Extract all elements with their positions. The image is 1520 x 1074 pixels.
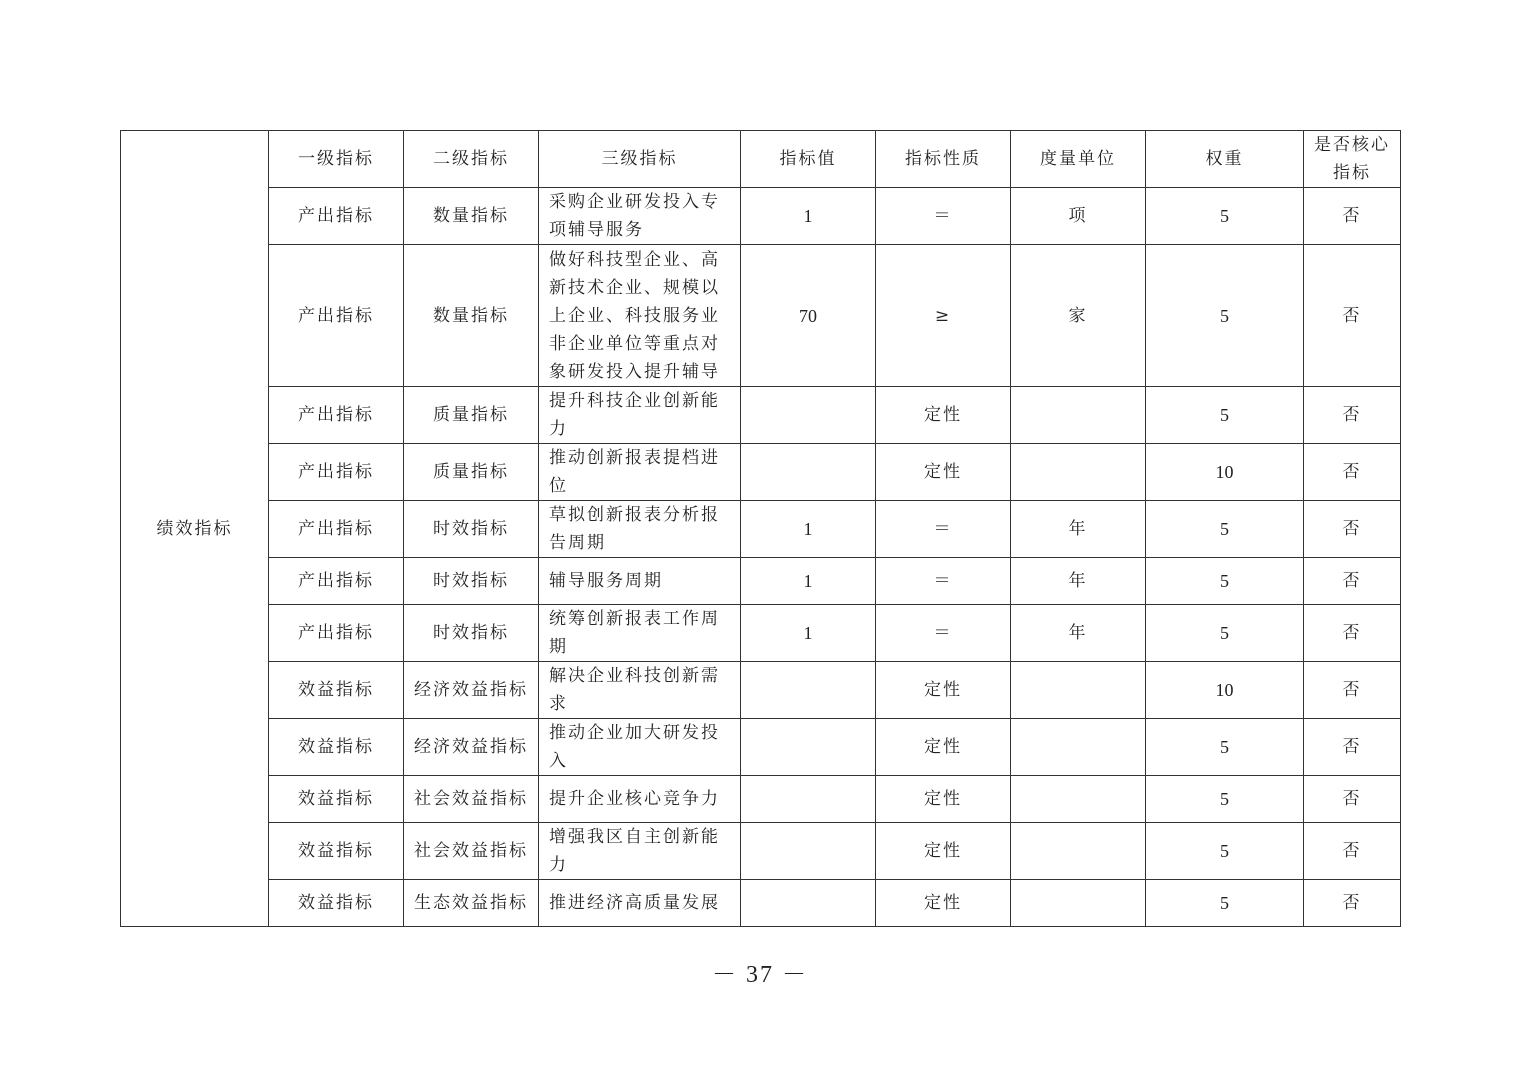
weight-cell: 5 xyxy=(1146,245,1304,387)
header-cell: 是否核心指标 xyxy=(1304,131,1401,188)
table-row xyxy=(121,387,1401,444)
core-cell: 否 xyxy=(1304,444,1401,501)
level1-cell: 效益指标 xyxy=(269,719,404,776)
weight-cell: 5 xyxy=(1146,719,1304,776)
level1-cell: 产出指标 xyxy=(269,188,404,245)
weight-cell: 10 xyxy=(1146,444,1304,501)
table-row xyxy=(121,501,1401,558)
header-cell: 指标性质 xyxy=(876,131,1011,188)
core-cell: 否 xyxy=(1304,605,1401,662)
level3-cell: 提升科技企业创新能力 xyxy=(539,387,741,444)
weight-cell: 5 xyxy=(1146,188,1304,245)
value-cell xyxy=(741,880,876,927)
nature-cell: 定性 xyxy=(876,823,1011,880)
level3-cell: 采购企业研发投入专项辅导服务 xyxy=(539,188,741,245)
unit-cell xyxy=(1011,880,1146,927)
level3-cell: 增强我区自主创新能力 xyxy=(539,823,741,880)
header-cell: 指标值 xyxy=(741,131,876,188)
nature-cell: ＝ xyxy=(876,605,1011,662)
nature-cell: 定性 xyxy=(876,444,1011,501)
level3-cell: 统筹创新报表工作周期 xyxy=(539,605,741,662)
table-row xyxy=(121,823,1401,880)
nature-cell: 定性 xyxy=(876,880,1011,927)
level1-cell: 产出指标 xyxy=(269,245,404,387)
level1-cell: 产出指标 xyxy=(269,605,404,662)
core-cell: 否 xyxy=(1304,823,1401,880)
page-number: － 37 － xyxy=(712,962,808,988)
weight-cell: 5 xyxy=(1146,387,1304,444)
level2-cell: 经济效益指标 xyxy=(404,719,539,776)
unit-cell: 家 xyxy=(1011,245,1146,387)
nature-cell: ＝ xyxy=(876,501,1011,558)
value-cell xyxy=(741,387,876,444)
level3-cell: 解决企业科技创新需求 xyxy=(539,662,741,719)
header-cell: 三级指标 xyxy=(539,131,741,188)
level1-cell: 产出指标 xyxy=(269,558,404,605)
unit-cell: 年 xyxy=(1011,605,1146,662)
table-row xyxy=(121,662,1401,719)
nature-cell: 定性 xyxy=(876,719,1011,776)
level2-cell: 社会效益指标 xyxy=(404,823,539,880)
weight-cell: 5 xyxy=(1146,501,1304,558)
level1-cell: 效益指标 xyxy=(269,823,404,880)
level3-cell: 推动创新报表提档进位 xyxy=(539,444,741,501)
level1-cell: 效益指标 xyxy=(269,662,404,719)
level2-cell: 时效指标 xyxy=(404,605,539,662)
weight-cell: 10 xyxy=(1146,662,1304,719)
level2-cell: 社会效益指标 xyxy=(404,776,539,823)
table-row xyxy=(121,776,1401,823)
core-cell: 否 xyxy=(1304,662,1401,719)
core-cell: 否 xyxy=(1304,776,1401,823)
core-cell: 否 xyxy=(1304,558,1401,605)
core-cell: 否 xyxy=(1304,188,1401,245)
value-cell: 1 xyxy=(741,558,876,605)
nature-cell: 定性 xyxy=(876,387,1011,444)
level2-cell: 经济效益指标 xyxy=(404,662,539,719)
nature-cell: ＝ xyxy=(876,558,1011,605)
level3-cell: 推动企业加大研发投入 xyxy=(539,719,741,776)
weight-cell: 5 xyxy=(1146,776,1304,823)
unit-cell: 年 xyxy=(1011,501,1146,558)
weight-cell: 5 xyxy=(1146,880,1304,927)
value-cell xyxy=(741,444,876,501)
header-cell: 二级指标 xyxy=(404,131,539,188)
nature-cell: ≥ xyxy=(876,245,1011,387)
table-row xyxy=(121,188,1401,245)
level3-cell: 草拟创新报表分析报告周期 xyxy=(539,501,741,558)
core-cell: 否 xyxy=(1304,387,1401,444)
weight-cell: 5 xyxy=(1146,558,1304,605)
weight-cell: 5 xyxy=(1146,823,1304,880)
nature-cell: ＝ xyxy=(876,188,1011,245)
weight-cell: 5 xyxy=(1146,605,1304,662)
nature-cell: 定性 xyxy=(876,662,1011,719)
value-cell: 1 xyxy=(741,501,876,558)
unit-cell xyxy=(1011,662,1146,719)
level2-cell: 生态效益指标 xyxy=(404,880,539,927)
level2-cell: 时效指标 xyxy=(404,501,539,558)
value-cell: 70 xyxy=(741,245,876,387)
level3-cell: 做好科技型企业、高新技术企业、规模以上企业、科技服务业非企业单位等重点对象研发投入提升辅导 xyxy=(539,245,741,387)
unit-cell xyxy=(1011,823,1146,880)
level3-cell: 推进经济高质量发展 xyxy=(539,880,741,927)
unit-cell: 年 xyxy=(1011,558,1146,605)
table-row xyxy=(121,558,1401,605)
level1-cell: 产出指标 xyxy=(269,444,404,501)
value-cell xyxy=(741,776,876,823)
performance-indicator-table xyxy=(120,130,1401,927)
table-row xyxy=(121,605,1401,662)
level2-cell: 质量指标 xyxy=(404,444,539,501)
table-header-row xyxy=(121,131,1401,188)
group-label-cell: 绩效指标 xyxy=(121,131,269,927)
level2-cell: 数量指标 xyxy=(404,245,539,387)
level2-cell: 质量指标 xyxy=(404,387,539,444)
value-cell xyxy=(741,719,876,776)
core-cell: 否 xyxy=(1304,719,1401,776)
table-row xyxy=(121,245,1401,387)
unit-cell xyxy=(1011,387,1146,444)
level3-cell: 辅导服务周期 xyxy=(539,558,741,605)
level1-cell: 产出指标 xyxy=(269,387,404,444)
unit-cell: 项 xyxy=(1011,188,1146,245)
header-cell: 度量单位 xyxy=(1011,131,1146,188)
unit-cell xyxy=(1011,776,1146,823)
header-cell: 一级指标 xyxy=(269,131,404,188)
level1-cell: 效益指标 xyxy=(269,776,404,823)
table-row xyxy=(121,880,1401,927)
level2-cell: 数量指标 xyxy=(404,188,539,245)
core-cell: 否 xyxy=(1304,245,1401,387)
value-cell xyxy=(741,823,876,880)
value-cell: 1 xyxy=(741,188,876,245)
core-cell: 否 xyxy=(1304,880,1401,927)
unit-cell xyxy=(1011,719,1146,776)
value-cell: 1 xyxy=(741,605,876,662)
level2-cell: 时效指标 xyxy=(404,558,539,605)
nature-cell: 定性 xyxy=(876,776,1011,823)
level1-cell: 效益指标 xyxy=(269,880,404,927)
table-row xyxy=(121,719,1401,776)
table-row xyxy=(121,444,1401,501)
level1-cell: 产出指标 xyxy=(269,501,404,558)
value-cell xyxy=(741,662,876,719)
level3-cell: 提升企业核心竞争力 xyxy=(539,776,741,823)
core-cell: 否 xyxy=(1304,501,1401,558)
header-cell: 权重 xyxy=(1146,131,1304,188)
unit-cell xyxy=(1011,444,1146,501)
